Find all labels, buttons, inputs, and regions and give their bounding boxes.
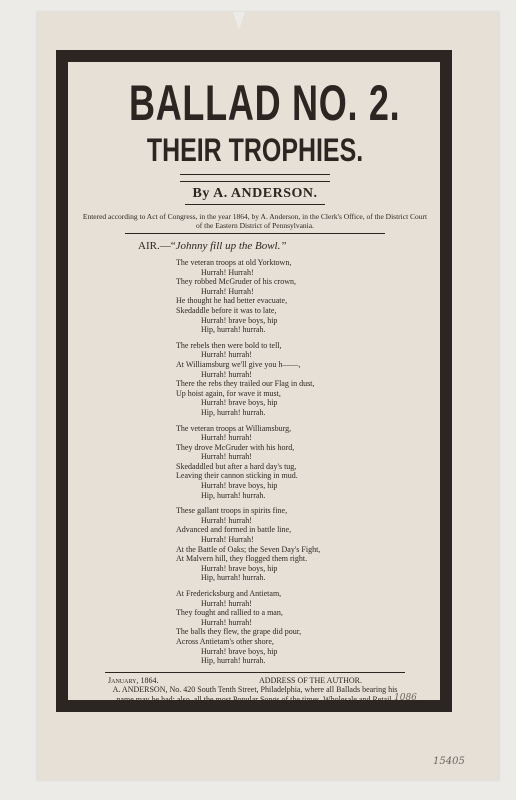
footer [80, 676, 430, 705]
verse-line: At Fredericksburg and Antietam, [176, 589, 282, 598]
verse-line: At the Battle of Oaks; the Seven Day's Fight, [176, 544, 321, 554]
verse-line: Hip, hurrah! hurrah. [201, 325, 266, 335]
stanza [80, 589, 430, 666]
rule [125, 233, 385, 234]
verse-line: Leaving their cannon sticking in mud. [176, 471, 298, 481]
verse-line: Hurrah! Hurrah! [201, 267, 254, 277]
verse-line: Hurrah! hurrah! [201, 452, 252, 462]
air-line [80, 240, 430, 252]
rule [185, 204, 325, 209]
footer-heading: ADDRESS OF THE AUTHOR. [259, 675, 362, 685]
verse-line: Hurrah! hurrah! [201, 369, 252, 379]
verse-line: At Malvern hill, they flogged them right. [176, 554, 308, 564]
verse-line: Hurrah! hurrah! [201, 433, 252, 443]
rule [105, 672, 405, 673]
verse-line: Hurrah! brave boys, hip [201, 315, 278, 325]
stanza [80, 258, 430, 335]
pencil-number: 1086 [394, 693, 417, 703]
double-rule [180, 174, 330, 182]
verse-line: There the rebs they trailed our Flag in dust, [176, 379, 315, 389]
ballad-content [80, 70, 430, 704]
ballad-subtitle: THEIR TROPHIES. [146, 132, 364, 168]
verse-line: Hurrah! brave boys, hip [201, 563, 278, 573]
verse-line: The veteran troops at Williamsburg, [176, 423, 292, 433]
verse-line: At Williamsburg we'll give you h——, [176, 359, 301, 369]
verse-line: He thought he had better evacuate, [176, 296, 288, 306]
verse-line: Hurrah! hurrah! [201, 617, 252, 627]
verse-line: Across Antietam's other shore, [176, 636, 274, 646]
stanza [80, 506, 430, 583]
verse-line: Hurrah! hurrah! [201, 598, 252, 608]
verse-line: They robbed McGruder of his crown, [176, 277, 296, 287]
verse-line: The rebels then were bold to tell, [176, 340, 282, 350]
verse-line: Up hoist again, for wave it must, [176, 388, 281, 398]
author-line: By A. ANDERSON. [192, 186, 318, 201]
copyright-notice: Entered according to Act of Congress, in the year 1864, by A. Anderson, in the Clerk's Office, of the District Court of the Eastern District of Pennsylvania. [82, 212, 428, 230]
verse-line: Advanced and formed in battle line, [176, 525, 292, 535]
stanza [80, 424, 430, 501]
stanzas [80, 258, 430, 666]
air-label: AIR.—“ [138, 240, 176, 252]
verse-line: Hurrah! brave boys, hip [201, 398, 278, 408]
verse-line: Hip, hurrah! hurrah. [201, 573, 266, 583]
verse-line: These gallant troops in spirits fine, [176, 506, 288, 516]
verse-line: Skedaddled but after a hard day's tug, [176, 461, 297, 471]
verse-line: Hip, hurrah! hurrah. [201, 490, 266, 500]
verse-line: Hip, hurrah! hurrah. [201, 656, 266, 666]
ballad-title: BALLAD NO. 2. [129, 75, 401, 131]
pencil-catalog: 15405 [433, 756, 465, 767]
verse-line: They fought and rallied to a man, [176, 608, 283, 618]
verse-line: The veteran troops at old Yorktown, [176, 258, 292, 267]
paper-tear [233, 12, 245, 30]
footer-date: January, 1864. [108, 675, 159, 685]
stanza [80, 341, 430, 418]
verse-line: Hurrah! Hurrah! [201, 535, 254, 545]
verse-line: Hurrah! hurrah! [201, 515, 252, 525]
verse-line: Hurrah! hurrah! [201, 350, 252, 360]
verse-line: The balls they flew, the grape did pour, [176, 627, 302, 637]
verse-line: Skedaddle before it was to late, [176, 305, 277, 315]
verse-line: Hurrah! brave boys, hip [201, 646, 278, 656]
verse-line: They drove McGruder with his hord, [176, 442, 295, 452]
verse-line: Hip, hurrah! hurrah. [201, 407, 266, 417]
verse-line: Hurrah! brave boys, hip [201, 481, 278, 491]
air-tune: Johnny fill up the Bowl.” [175, 240, 287, 252]
footer-address: A. ANDERSON, No. 420 South Tenth Street, Philadelphia, where all Ballads bearing his name may be had; also, all the most Popular Songs of the times, Wholesale and Retail. [112, 685, 398, 704]
verse-line: Hurrah! Hurrah! [201, 286, 254, 296]
